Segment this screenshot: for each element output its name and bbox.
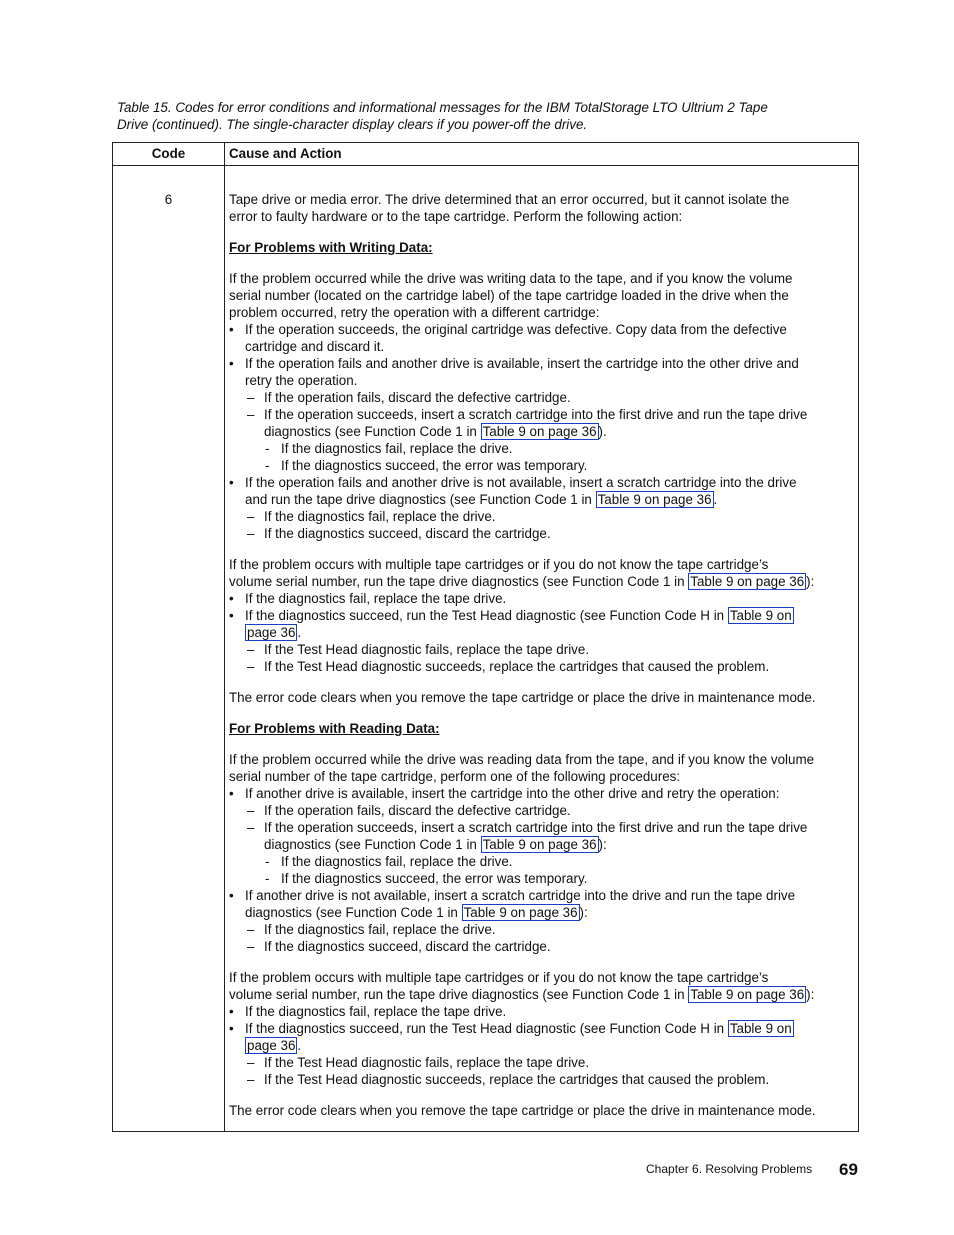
bullet-item: • If the operation fails and another drive is not available, insert a scratch cartridge into the drive <box>229 474 858 491</box>
sub-item: - If the diagnostics succeed, the error was temporary. <box>229 870 858 887</box>
bullet-continuation <box>229 491 858 508</box>
text: ): <box>806 987 815 1002</box>
reading-heading: For Problems with Reading Data: <box>229 721 440 736</box>
bullet-continuation: retry the operation. <box>245 373 358 388</box>
table-9-link[interactable]: Table 9 on page 36 <box>482 424 597 439</box>
bullet-continuation <box>229 1037 858 1054</box>
bullet-item: • If the diagnostics fail, replace the tape drive. <box>229 1003 858 1020</box>
dash-item: – If the diagnostics succeed, discard the cartridge. <box>229 938 858 955</box>
page-number: 69 <box>839 1160 858 1179</box>
table-header-row <box>113 143 859 166</box>
bullet-continuation <box>229 904 858 921</box>
sub-item: - If the diagnostics fail, replace the drive. <box>229 440 858 457</box>
sub-item: - If the diagnostics fail, replace the drive. <box>229 853 858 870</box>
text: volume serial number, run the tape drive diagnostics (see Function Code 1 in <box>229 574 689 589</box>
clear-note: The error code clears when you remove the tape cartridge or place the drive in maintenance mode. <box>229 1103 816 1118</box>
code-cell: 6 <box>113 166 225 1132</box>
dash-item: – If the Test Head diagnostic fails, replace the tape drive. <box>229 1054 858 1071</box>
text: and run the tape drive diagnostics (see Function Code 1 in <box>245 492 596 507</box>
table-9-link[interactable]: Table 9 on <box>729 1021 792 1036</box>
bullet-continuation: cartridge and discard it. <box>245 339 385 354</box>
bullet-item: • If the operation succeeds, the original cartridge was defective. Copy data from the defective <box>229 321 858 338</box>
cause-action-cell <box>225 166 859 1132</box>
dash-continuation <box>229 836 858 853</box>
paragraph-line <box>229 573 858 590</box>
text: . <box>713 492 718 507</box>
writing-heading: For Problems with Writing Data: <box>229 240 433 255</box>
bullet-item: • If another drive is not available, insert a scratch cartridge into the drive and run the tape drive <box>229 887 858 904</box>
table-9-link[interactable]: page 36 <box>247 625 296 640</box>
bullet-item: • If another drive is available, insert the cartridge into the other drive and retry the operation: <box>229 785 858 802</box>
text: diagnostics (see Function Code 1 in <box>264 424 481 439</box>
footer-chapter: Chapter 6. Resolving Problems <box>646 1162 813 1176</box>
paragraph-line: If the problem occurs with multiple tape cartridges or if you do not know the tape cartridge’s <box>229 557 769 572</box>
dash-item: – If the diagnostics fail, replace the drive. <box>229 921 858 938</box>
table-9-link[interactable]: Table 9 on <box>729 608 792 623</box>
paragraph-line: If the problem occurred while the drive was writing data to the tape, and if you know the volume <box>229 271 793 286</box>
caption-line-1: Table 15. Codes for error conditions and informational messages for the IBM TotalStorage LTO Ultrium 2 Tape <box>117 100 768 115</box>
table-9-link[interactable]: Table 9 on page 36 <box>482 837 597 852</box>
text: ): <box>579 905 588 920</box>
error-codes-table <box>112 142 859 1132</box>
paragraph-line: If the problem occurs with multiple tape cartridges or if you do not know the tape cartridge’s <box>229 970 769 985</box>
text: ): <box>806 574 815 589</box>
paragraph-line: problem occurred, retry the operation with a different cartridge: <box>229 305 600 320</box>
intro-line: error to faulty hardware or to the tape cartridge. Perform the following action: <box>229 209 683 224</box>
dash-item: – If the diagnostics fail, replace the drive. <box>229 508 858 525</box>
column-header-code: Code <box>113 143 225 166</box>
bullet-item <box>229 607 858 624</box>
bullet-item <box>229 1020 858 1037</box>
paragraph-line: serial number of the tape cartridge, perform one of the following procedures: <box>229 769 681 784</box>
dash-item: – If the diagnostics succeed, discard the cartridge. <box>229 525 858 542</box>
paragraph-line <box>229 986 858 1003</box>
dash-item: – If the operation fails, discard the defective cartridge. <box>229 802 858 819</box>
text: ): <box>598 837 607 852</box>
text: If the diagnostics succeed, run the Test Head diagnostic (see Function Code H in <box>245 1021 728 1036</box>
table-caption <box>117 99 837 133</box>
caption-line-2: Drive (continued). The single-character display clears if you power-off the drive. <box>117 117 588 132</box>
sub-item: - If the diagnostics succeed, the error was temporary. <box>229 457 858 474</box>
text: diagnostics (see Function Code 1 in <box>245 905 462 920</box>
column-header-cause-action: Cause and Action <box>225 143 859 166</box>
bullet-item: • If the operation fails and another drive is available, insert the cartridge into the other drive and <box>229 355 858 372</box>
dash-item: – If the Test Head diagnostic succeeds, replace the cartridges that caused the problem. <box>229 1071 858 1088</box>
table-9-link[interactable]: Table 9 on page 36 <box>463 905 578 920</box>
dash-item: – If the Test Head diagnostic succeeds, replace the cartridges that caused the problem. <box>229 658 858 675</box>
text: . <box>297 625 302 640</box>
bullet-item: • If the diagnostics fail, replace the tape drive. <box>229 590 858 607</box>
bullet-continuation <box>229 624 858 641</box>
table-9-link[interactable]: Table 9 on page 36 <box>690 987 805 1002</box>
text: volume serial number, run the tape drive diagnostics (see Function Code 1 in <box>229 987 689 1002</box>
table-9-link[interactable]: Table 9 on page 36 <box>597 492 712 507</box>
dash-item: – If the operation fails, discard the defective cartridge. <box>229 389 858 406</box>
text: ). <box>598 424 607 439</box>
paragraph-line: serial number (located on the cartridge label) of the tape cartridge loaded in the drive when the <box>229 288 789 303</box>
intro-line: Tape drive or media error. The drive determined that an error occurred, but it cannot isolate the <box>229 192 790 207</box>
text: If the diagnostics succeed, run the Test Head diagnostic (see Function Code H in <box>245 608 728 623</box>
paragraph-line: If the problem occurred while the drive was reading data from the tape, and if you know the volume <box>229 752 815 767</box>
dash-item: – If the operation succeeds, insert a scratch cartridge into the first drive and run the tape drive <box>229 819 858 836</box>
dash-item: – If the operation succeeds, insert a scratch cartridge into the first drive and run the tape drive <box>229 406 858 423</box>
dash-continuation <box>229 423 858 440</box>
text: . <box>297 1038 302 1053</box>
text: diagnostics (see Function Code 1 in <box>264 837 481 852</box>
table-row <box>113 166 859 1132</box>
dash-item: – If the Test Head diagnostic fails, replace the tape drive. <box>229 641 858 658</box>
table-9-link[interactable]: page 36 <box>247 1038 296 1053</box>
clear-note: The error code clears when you remove the tape cartridge or place the drive in maintenance mode. <box>229 690 816 705</box>
table-9-link[interactable]: Table 9 on page 36 <box>690 574 805 589</box>
